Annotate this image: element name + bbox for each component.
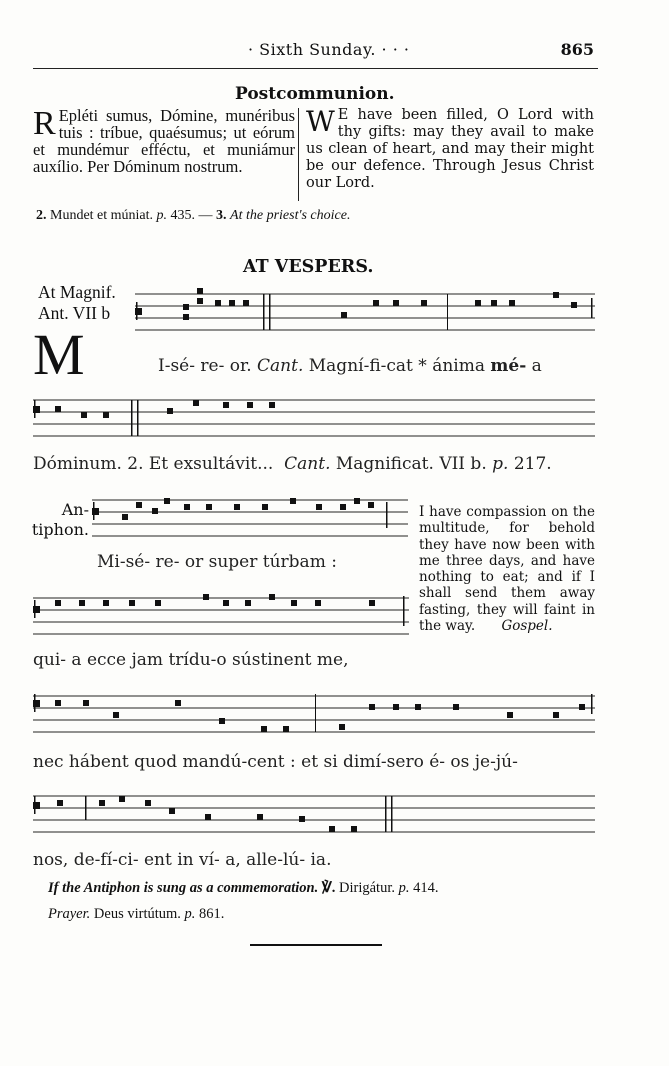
vespers-heading: AT VESPERS. xyxy=(243,257,374,277)
footer-rubric-2a: Prayer. xyxy=(48,906,91,922)
footer-rubric-1a: If the Antiphon is sung as a commemoration. xyxy=(48,880,319,896)
magnif-label-line2: Ant. VII b xyxy=(38,303,111,323)
magnif-label xyxy=(38,282,116,324)
note-2-p: p. xyxy=(156,208,168,223)
note-3-text: At the priest's choice. xyxy=(230,208,351,223)
versicle-symbol: ℣. xyxy=(321,880,336,896)
magnif-label-line1: At Magnif. xyxy=(38,282,116,302)
lyric-2d: p. xyxy=(492,454,509,474)
chant-staff-2 xyxy=(33,394,595,446)
postcommunion-heading: Postcommunion. xyxy=(235,84,395,104)
lyric-2b-cant: Cant. xyxy=(284,454,331,474)
running-title: · Sixth Sunday. · · · xyxy=(248,40,410,59)
note-2-page: 435. — xyxy=(170,208,213,223)
lyric-1e: a xyxy=(531,356,542,376)
footer-rubric-2 xyxy=(48,906,224,923)
antiphon-lyric-3: nec hábent quod mandú-cent : et si dimí-sero é- os je-jú- xyxy=(33,752,518,772)
footer-rubric-2b: Deus virtútum. xyxy=(93,906,181,922)
antiphon-lyric-1: Mi-sé- re- or super túrbam : xyxy=(97,552,337,572)
lyric-1a: I-sé- re- or. xyxy=(158,356,252,376)
note-number-3: 3. xyxy=(216,208,227,223)
gospel-reference: Gospel. xyxy=(501,618,553,635)
lyric-1d: mé- xyxy=(490,356,527,376)
note-2-text: Mundet et múniat. xyxy=(50,208,154,223)
chant-staff-5 xyxy=(33,690,595,738)
end-rule xyxy=(250,944,382,946)
chant-staff-3 xyxy=(92,494,408,544)
postcommunion-english xyxy=(306,107,594,192)
footer-rubric-2d: 861. xyxy=(199,906,225,922)
antiphon-label-1: An- xyxy=(61,500,89,519)
note-number-2: 2. xyxy=(36,208,47,223)
antiphon-lyric-2: qui- a ecce jam trídu-o sústinent me, xyxy=(33,650,349,670)
lyric-2a: Dóminum. 2. Et exsultávit... xyxy=(33,454,274,474)
translation-text: I have compassion on the multitude, for behold they have now been with me three days, and have nothing to eat; and if I shall send them away fasting, they will faint in the way. xyxy=(419,504,595,635)
vespers-big-initial: M xyxy=(33,322,85,387)
antiphon-lyric-4: nos, de-fí-ci- ent in ví- a, alle-lú- ia. xyxy=(33,850,332,870)
footer-rubric-1e: 414. xyxy=(413,880,439,896)
vespers-lyric-1 xyxy=(158,356,542,376)
footer-rubric-1 xyxy=(48,880,438,897)
rubric-notes xyxy=(36,208,350,224)
antiphon-translation xyxy=(419,504,595,634)
lyric-2c: Magnificat. VII b. xyxy=(335,454,487,474)
footer-rubric-2c: p. xyxy=(184,906,196,922)
page-header xyxy=(33,38,598,69)
english-drop-initial: W xyxy=(306,105,335,138)
latin-text: Epléti sumus, Dómine, munéribus tuis : tríbue, quaésumus; ut eórum et mundémur efféctu, et muniámur auxílio. Per Dóminum nostrum. xyxy=(33,106,295,176)
page-number: 865 xyxy=(560,40,594,59)
antiphon-label-2: tiphon. xyxy=(31,520,89,539)
column-divider xyxy=(298,108,299,201)
footer-rubric-1d: p. xyxy=(398,880,410,896)
english-text: E have been filled, O Lord with thy gifts: may they avail to make us clean of heart, and may their might be our defence. Through Jesus Christ our Lord. xyxy=(306,107,594,191)
postcommunion-latin xyxy=(33,107,295,175)
chant-staff-1 xyxy=(135,288,595,340)
lyric-1c: Magní-fi-cat * ánima xyxy=(308,356,485,376)
chant-staff-6 xyxy=(33,790,595,840)
lyric-1b-cant: Cant. xyxy=(257,356,304,376)
vespers-lyric-2 xyxy=(33,454,552,474)
chant-staff-4 xyxy=(33,592,409,644)
footer-rubric-1c: Dirigátur. xyxy=(339,880,395,896)
latin-drop-initial: R xyxy=(33,105,56,142)
antiphon-label xyxy=(33,500,89,540)
lyric-2e: 217. xyxy=(513,454,552,474)
